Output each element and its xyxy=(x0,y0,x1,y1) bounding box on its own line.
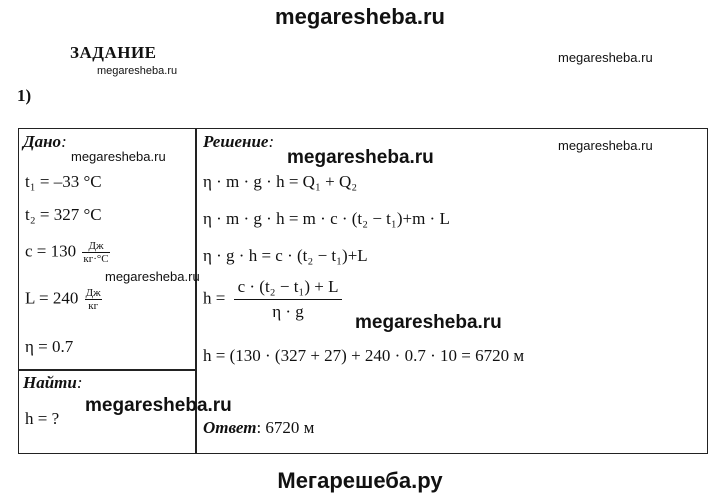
task-number: 1) xyxy=(17,86,32,105)
given-c: c = 130 $\frac{Дж}{кг\cdot^\circ C}$ xyxy=(25,240,109,265)
watermark: megaresheba.ru xyxy=(558,138,653,153)
find-h: h = ? xyxy=(25,409,60,428)
row-divider xyxy=(19,369,195,371)
equation-4: h = $\frac{\text{c · (t₂ − t₁) + L}}{\eta \cdot g}$ xyxy=(203,277,342,322)
watermark-large: megaresheba.ru xyxy=(85,395,232,416)
site-title: megaresheba.ru xyxy=(275,4,445,29)
solution-heading: Решение: xyxy=(203,132,275,151)
footer-title: Мегарешеба.ру xyxy=(277,468,443,493)
given-t1: t₁ = –33 °C xyxy=(25,172,102,191)
given-L: L = 240 $\frac{Дж}{кг}$ xyxy=(25,287,101,312)
solution-table xyxy=(18,128,708,454)
equation-5: h = (130 · (327 + 27) + 240 · 0.7 · 10 = 6720 м xyxy=(203,346,525,365)
given-heading: Дано: xyxy=(23,132,67,151)
watermark: megaresheba.ru xyxy=(558,50,653,65)
watermark-large: megaresheba.ru xyxy=(355,312,502,333)
answer-value: : 6720 м xyxy=(256,418,315,437)
given-t2: t₂ = 327 °C xyxy=(25,205,102,224)
answer xyxy=(203,418,314,438)
equation-3: η · g · h = c · (t₂ − t₁)+L xyxy=(203,246,368,265)
watermark-large: megaresheba.ru xyxy=(287,147,434,168)
given-eta: η = 0.7 xyxy=(25,337,74,356)
watermark: megaresheba.ru xyxy=(97,65,178,77)
task-heading: ЗАДАНИЕ xyxy=(70,43,157,62)
watermark: megaresheba.ru xyxy=(105,269,200,284)
equation-1: η · m · g · h = Q₁ + Q₂ xyxy=(203,172,358,191)
watermark: megaresheba.ru xyxy=(71,149,166,164)
equation-2: η · m · g · h = m · c · (t₂ − t₁)+m · L xyxy=(203,209,450,228)
answer-label: Ответ xyxy=(203,418,257,437)
find-heading: Найти: xyxy=(23,373,83,392)
